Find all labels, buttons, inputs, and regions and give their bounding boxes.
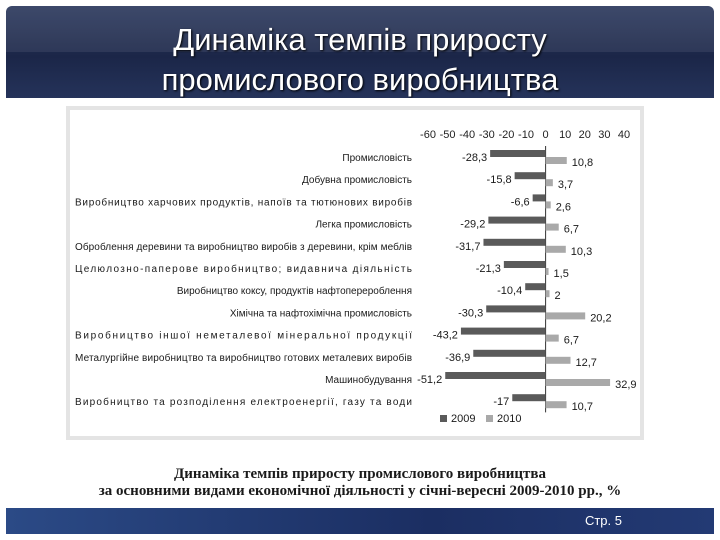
category-label: Легка промисловість bbox=[315, 219, 412, 231]
slide-header bbox=[6, 6, 714, 98]
bar-2009 bbox=[486, 305, 545, 312]
data-label-2010: 20,2 bbox=[590, 312, 612, 325]
category-label: Хімічна та нафтохімічна промисловість bbox=[229, 308, 412, 320]
title-line-1: Динаміка темпів приросту bbox=[173, 22, 547, 57]
bar-2010 bbox=[546, 379, 610, 386]
x-tick-label: -60 bbox=[420, 129, 436, 141]
x-tick-label: 10 bbox=[559, 129, 572, 141]
caption-line-1: Динаміка темпів приросту промислового виробництва bbox=[173, 466, 547, 482]
data-label-2009: -29,2 bbox=[460, 218, 486, 231]
category-label: Промисловість bbox=[342, 153, 412, 164]
data-label-2010: 6,7 bbox=[563, 334, 580, 347]
category-label: Виробництво та розподілення електроенергії, газу та води bbox=[75, 397, 412, 409]
chart-panel bbox=[70, 110, 640, 436]
data-label-2010: 32,9 bbox=[615, 379, 637, 391]
category-label: Машинобудування bbox=[325, 375, 412, 386]
title-line-2: промислового виробництва bbox=[161, 62, 559, 97]
x-tick-label: -30 bbox=[478, 129, 495, 141]
data-label-2010: 1,5 bbox=[553, 268, 569, 280]
data-label-2009: -28,3 bbox=[462, 152, 488, 164]
page-number: Стр. 5 bbox=[584, 513, 622, 528]
legend-label-2009: 2009 bbox=[451, 413, 476, 425]
bar-2009 bbox=[473, 350, 545, 357]
data-label-2010: 12,7 bbox=[575, 356, 597, 369]
slide-footer bbox=[6, 508, 714, 534]
bar-2009 bbox=[490, 150, 545, 157]
x-tick-label: 0 bbox=[542, 129, 549, 141]
bar-2009 bbox=[525, 283, 545, 290]
data-label-2009: -6,6 bbox=[510, 196, 530, 209]
x-tick-label: -20 bbox=[498, 129, 515, 141]
data-label-2010: 6,7 bbox=[563, 223, 580, 236]
data-label-2009: -21,3 bbox=[475, 263, 501, 275]
legend-label-2010: 2010 bbox=[497, 413, 522, 425]
bar-2010 bbox=[546, 246, 566, 253]
chart-frame bbox=[66, 106, 644, 440]
data-label-2009: -43,2 bbox=[432, 329, 458, 342]
category-label: Добувна промисловість bbox=[302, 175, 412, 187]
data-label-2009: -15,8 bbox=[486, 174, 512, 187]
category-label: Виробництво коксу, продуктів нафтоперероблення bbox=[176, 286, 412, 298]
bar-2010 bbox=[546, 224, 559, 231]
data-label-2009: -31,7 bbox=[455, 240, 481, 253]
caption-line-2: за основними видами економічної діяльності у січні-вересні 2009-2010 рр., % bbox=[98, 483, 622, 499]
x-tick-label: -10 bbox=[518, 129, 534, 141]
bar-2009 bbox=[533, 194, 546, 201]
data-label-2010: 2 bbox=[554, 290, 561, 303]
bar-2010 bbox=[546, 157, 567, 164]
bar-2010 bbox=[546, 179, 553, 186]
bar-2009 bbox=[504, 261, 546, 268]
category-label: Виробництво харчових продуктів, напоїв та тютюнових виробів bbox=[75, 197, 412, 209]
legend-swatch-2010 bbox=[486, 415, 493, 422]
bar-2009 bbox=[461, 328, 546, 335]
data-label-2010: 2,6 bbox=[555, 201, 571, 214]
x-tick-label: 40 bbox=[617, 129, 631, 141]
x-tick-label: 30 bbox=[598, 129, 611, 141]
bar-2010 bbox=[546, 335, 559, 342]
category-label: Целюлозно-паперове виробництво; видавнича діяльність bbox=[75, 264, 412, 275]
data-label-2009: -17 bbox=[493, 396, 510, 409]
bar-2010 bbox=[546, 268, 549, 275]
category-label: Металургійне виробництво та виробництво готових металевих виробів bbox=[75, 352, 412, 364]
data-label-2009: -36,9 bbox=[445, 351, 471, 364]
bar-2009 bbox=[488, 217, 545, 224]
bar-2010 bbox=[546, 357, 571, 364]
bar-chart bbox=[70, 110, 640, 436]
bar-2009 bbox=[483, 239, 545, 246]
bar-2010 bbox=[546, 312, 586, 319]
x-tick-label: 20 bbox=[578, 129, 591, 141]
slide-title bbox=[6, 20, 714, 98]
data-label-2010: 3,7 bbox=[557, 179, 574, 192]
data-label-2009: -30,3 bbox=[458, 307, 484, 320]
bar-2009 bbox=[445, 372, 545, 379]
x-tick-label: -50 bbox=[439, 129, 456, 141]
data-label-2010: 10,7 bbox=[571, 401, 593, 414]
bar-2010 bbox=[546, 401, 567, 408]
legend-swatch-2009 bbox=[440, 415, 447, 422]
category-label: Оброблення деревини та виробництво виробів з деревини, крім меблів bbox=[75, 241, 412, 253]
bar-2010 bbox=[546, 290, 550, 297]
data-label-2009: -10,4 bbox=[497, 285, 523, 298]
data-label-2009: -51,2 bbox=[417, 374, 443, 386]
bar-2009 bbox=[515, 172, 546, 179]
data-label-2010: 10,3 bbox=[570, 245, 593, 258]
x-tick-label: -40 bbox=[459, 129, 476, 141]
bar-2009 bbox=[512, 394, 545, 401]
chart-caption bbox=[60, 466, 660, 500]
bar-2010 bbox=[546, 201, 551, 208]
category-label: Виробництво іншої неметалевої мінеральної продукції bbox=[75, 330, 412, 342]
data-label-2010: 10,8 bbox=[571, 157, 594, 169]
